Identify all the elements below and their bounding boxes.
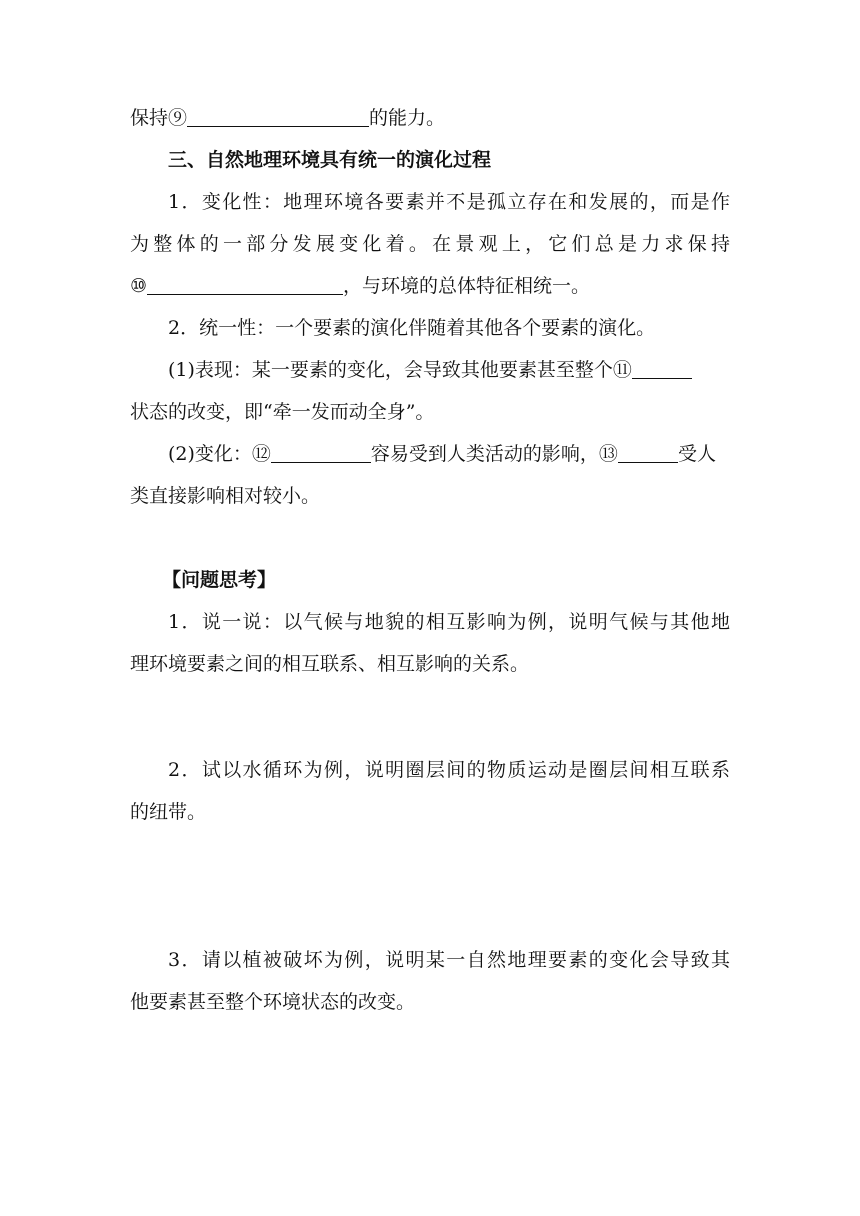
paragraph-line: 类直接影响相对较小。 (130, 485, 321, 507)
text-fragment: (2)变化：⑫ (168, 443, 271, 465)
fill-blank-13[interactable] (618, 442, 678, 463)
question-line: 3．请以植被破坏为例，说明某一自然地理要素的变化会导致其 (168, 949, 730, 971)
section-title: 【问题思考】 (162, 569, 277, 591)
fill-blank-9[interactable] (187, 106, 369, 127)
text-line (130, 272, 730, 300)
question-line: 的纽带。 (130, 801, 207, 823)
text-line (168, 356, 730, 384)
fill-blank-10[interactable] (147, 274, 343, 295)
section-heading: 三、自然地理环境具有统一的演化过程 (168, 149, 492, 171)
text-fragment: 容易受到人类活动的影响，⑬ (370, 443, 618, 465)
text-fragment: 保持⑨ (130, 107, 188, 129)
paragraph-line: 1．变化性：地理环境各要素并不是孤立存在和发展的，而是作 (168, 191, 730, 213)
question-line: 1．说一说：以气候与地貌的相互影响为例，说明气候与其他地 (168, 611, 730, 633)
text-line (168, 440, 730, 468)
fill-blank-11[interactable] (632, 358, 692, 379)
text-fragment: 受人 (677, 443, 716, 465)
question-line: 2．试以水循环为例，说明圈层间的物质运动是圈层间相互联系 (168, 759, 730, 781)
text-fragment: ⑩ (130, 275, 148, 297)
text-line (130, 104, 730, 132)
text-fragment: 的能力。 (369, 107, 446, 129)
text-fragment: (1)表现：某一要素的变化，会导致其他要素甚至整个⑪ (168, 359, 632, 381)
text-fragment: ，与环境的总体特征相统一。 (343, 275, 591, 297)
fill-blank-12[interactable] (271, 442, 371, 463)
paragraph-line: 为整体的一部分发展变化着。在景观上，它们总是力求保持 (130, 233, 730, 255)
question-line: 理环境要素之间的相互联系、相互影响的关系。 (130, 653, 530, 675)
paragraph-line: 2．统一性：一个要素的演化伴随着其他各个要素的演化。 (168, 317, 656, 339)
question-line: 他要素甚至整个环境状态的改变。 (130, 991, 416, 1013)
paragraph-line: 状态的改变，即“牵一发而动全身”。 (130, 401, 435, 423)
